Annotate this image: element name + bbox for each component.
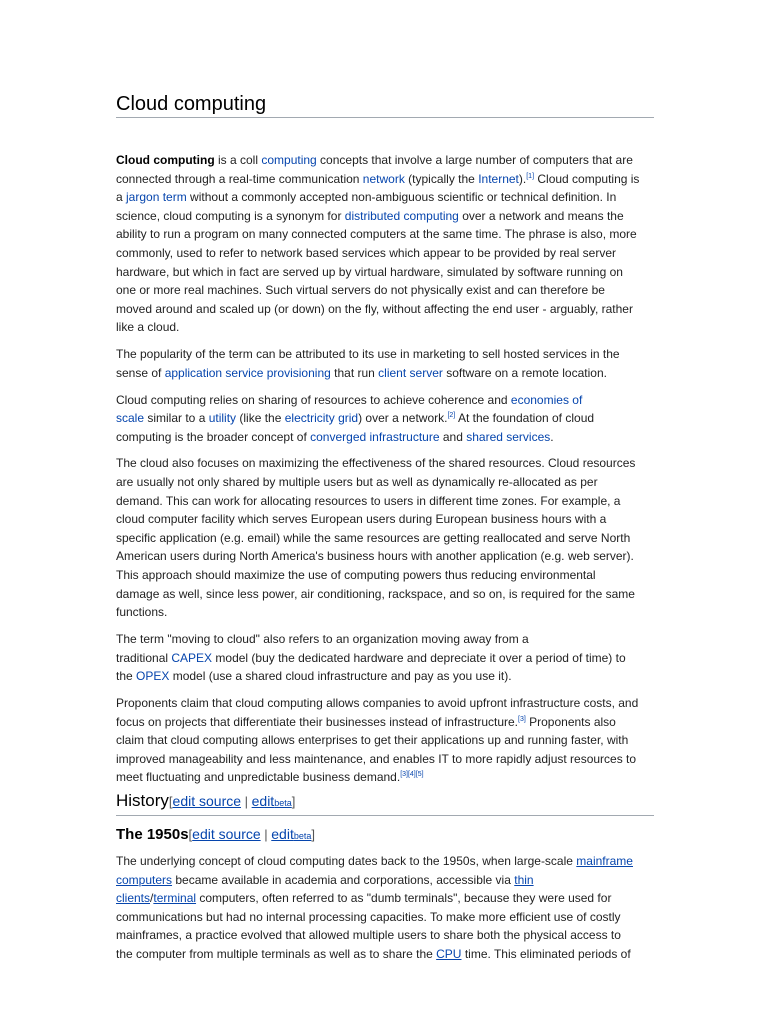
link-economies-of-scale[interactable]: scale xyxy=(116,411,145,426)
text: Cloud computing relies on sharing of resources to achieve coherence and xyxy=(116,392,511,407)
text-line xyxy=(116,188,654,207)
link-thin-clients[interactable]: thin xyxy=(514,872,534,887)
text: ). xyxy=(518,171,527,186)
paragraph-proponents xyxy=(116,694,654,787)
paragraph-moving-to-cloud xyxy=(116,630,654,686)
edit-links xyxy=(189,827,315,842)
text-line: hardware, but which in fact are served up by virtual hardware, simulated by software running on xyxy=(116,264,623,279)
text: the computer from multiple terminals as well as to share the xyxy=(116,946,437,961)
text-line: demand. This can work for allocating resources to users in different time zones. For example, a xyxy=(116,493,621,508)
text: software on a remote location. xyxy=(442,365,607,380)
text: . xyxy=(550,429,554,444)
link-converged-infrastructure[interactable]: converged infrastructure xyxy=(310,429,440,444)
text-line xyxy=(116,852,654,871)
text-line xyxy=(116,871,654,890)
text: ) over a network. xyxy=(358,411,448,426)
citation-3-4-5[interactable]: [3][4][5] xyxy=(400,771,424,779)
text-line: claim that cloud computing allows enterprises to get their applications up and running faster, with xyxy=(116,733,629,748)
text-line: American users during North America's business hours with another application (e.g. web server). xyxy=(116,549,634,564)
text: time. This eliminated periods of xyxy=(461,946,631,961)
text-line: moved around and scaled up (or down) on the fly, without affecting the end user - arguably, rather xyxy=(116,301,633,316)
text-line xyxy=(116,889,654,908)
bracket: ] xyxy=(291,794,296,809)
paragraph-sharing xyxy=(116,391,654,447)
bracket: [ xyxy=(188,827,193,842)
text-line: are usually not only shared by multiple users but as well as dynamically re-allocated as per xyxy=(116,475,598,490)
text-line: like a cloud. xyxy=(116,320,180,335)
text-line xyxy=(116,713,654,732)
bold-term: Cloud computing xyxy=(116,153,215,167)
page-title: Cloud computing xyxy=(116,93,267,115)
text: that run xyxy=(330,365,379,380)
text-line xyxy=(116,409,654,428)
bracket: [ xyxy=(168,794,173,809)
separator: | xyxy=(260,827,272,842)
separator: | xyxy=(241,794,252,809)
text: computing is the broader concept of xyxy=(116,429,311,444)
text-line xyxy=(116,207,654,226)
text: connected through a real-time communication xyxy=(116,171,363,186)
text: and xyxy=(439,429,467,444)
paragraph-1950s xyxy=(116,852,654,964)
text-line xyxy=(116,945,654,964)
text-line: Proponents claim that cloud computing allows companies to avoid upfront infrastructure costs, and xyxy=(116,695,639,710)
text: Cloud computing is xyxy=(534,171,640,186)
text-line xyxy=(116,428,654,447)
text: model (buy the dedicated hardware and depreciate it over a period of time) to xyxy=(212,650,626,665)
edit-link[interactable]: edit xyxy=(271,826,294,842)
link-opex[interactable]: OPEX xyxy=(136,669,170,684)
link-terminal[interactable]: terminal xyxy=(153,891,197,906)
text-line xyxy=(116,170,654,189)
beta-label: beta xyxy=(293,831,312,841)
paragraph-effectiveness xyxy=(116,454,654,621)
link-client-server[interactable]: client server xyxy=(378,365,443,380)
citation-3[interactable]: [3] xyxy=(518,715,526,723)
text: focus on projects that differentiate their businesses instead of infrastructure. xyxy=(116,714,518,729)
text: concepts that involve a large number of computers that are xyxy=(316,153,633,167)
title-divider xyxy=(116,117,654,118)
link-utility[interactable]: utility xyxy=(208,411,237,426)
text-line: mainframes, a practice evolved that allowed multiple users to share both the physical access to xyxy=(116,928,621,943)
edit-source-link[interactable]: edit source xyxy=(172,793,242,809)
text: a xyxy=(116,190,127,205)
heading-text: The 1950s xyxy=(116,826,189,843)
text-line: The popularity of the term can be attributed to its use in marketing to sell hosted services in the xyxy=(116,347,620,362)
text-line: specific application (e.g. email) while the same resources are getting reallocated and serve North xyxy=(116,530,631,545)
text: At the foundation of cloud xyxy=(455,411,595,426)
text: (like the xyxy=(236,411,285,426)
link-mainframe-computers[interactable]: mainframe xyxy=(576,854,633,868)
citation-1[interactable]: [1] xyxy=(526,172,535,180)
link-thin-clients[interactable]: clients xyxy=(116,891,151,906)
text-line xyxy=(116,391,654,410)
link-economies-of-scale[interactable]: economies of xyxy=(510,392,583,407)
section-divider xyxy=(116,815,654,816)
link-electricity-grid[interactable]: electricity grid xyxy=(284,411,359,426)
text: Proponents also xyxy=(525,714,616,729)
paragraph-popularity xyxy=(116,345,654,382)
section-1950s-body xyxy=(116,852,654,972)
link-mainframe-computers[interactable]: computers xyxy=(116,872,173,887)
text-line: functions. xyxy=(116,605,168,620)
article-body xyxy=(116,151,654,795)
text-line: communications but had no internal processing capacities. To make more efficient use of costly xyxy=(116,909,621,924)
text: computers, often referred to as "dumb terminals", because they were used for xyxy=(196,891,612,906)
section-heading-history xyxy=(116,790,295,814)
text: / xyxy=(150,891,154,906)
link-shared-services[interactable]: shared services xyxy=(466,429,551,444)
section-heading-1950s xyxy=(116,824,315,846)
text: the xyxy=(116,669,137,684)
text-line xyxy=(116,768,654,787)
text-line xyxy=(116,667,654,686)
text: is a coll xyxy=(214,153,262,167)
text: science, cloud computing is a synonym for xyxy=(116,208,345,223)
text-line: The term "moving to cloud" also refers to an organization moving away from a xyxy=(116,632,529,646)
link-application-service-provisioning[interactable]: application service provisioning xyxy=(164,365,331,380)
link-internet[interactable]: Internet xyxy=(478,171,519,186)
heading-text: History xyxy=(116,791,169,810)
text-line: damage as well, since less power, air conditioning, rackspace, and so on, is required for the same xyxy=(116,586,635,601)
edit-source-link[interactable]: edit source xyxy=(192,826,261,842)
text-line xyxy=(116,364,654,383)
text-line: improved manageability and less maintenance, and enables IT to more rapidly adjust resources to xyxy=(116,751,637,766)
text: meet fluctuating and unpredictable business demand. xyxy=(116,770,401,785)
text: over a network and means the xyxy=(458,208,624,223)
text: (typically the xyxy=(404,171,479,186)
text: model (use a shared cloud infrastructure and pay as you use it). xyxy=(169,669,512,684)
link-jargon-term[interactable]: jargon term xyxy=(126,190,187,205)
edit-links xyxy=(169,794,295,809)
text: became available in academia and corporations, accessible via xyxy=(172,872,515,887)
edit-link[interactable]: edit xyxy=(251,793,275,809)
text: traditional xyxy=(116,650,172,665)
text-line: one or more real machines. Such virtual servers do not physically exist and can therefore be xyxy=(116,283,605,298)
link-cpu[interactable]: CPU xyxy=(436,946,462,961)
link-computing[interactable]: computing xyxy=(261,153,317,167)
text-line: ability to run a program on many connected computers at the same time. The phrase is also, more xyxy=(116,227,637,242)
text: similar to a xyxy=(144,411,209,426)
text-line: The cloud also focuses on maximizing the effectiveness of the shared resources. Cloud resources xyxy=(116,456,636,471)
bracket: ] xyxy=(311,827,315,842)
text-line xyxy=(116,151,654,170)
text-line: commonly, used to refer to network based services which appear to be provided by real server xyxy=(116,245,617,260)
beta-label: beta xyxy=(274,798,292,808)
text: without a commonly accepted non-ambiguous scientific or technical definition. In xyxy=(186,190,617,205)
text: sense of xyxy=(116,365,165,380)
text: The underlying concept of cloud computing dates back to the 1950s, when large-scale xyxy=(116,854,577,868)
citation-2[interactable]: [2] xyxy=(447,412,456,420)
text-line xyxy=(116,649,654,668)
link-capex[interactable]: CAPEX xyxy=(171,650,213,665)
text-line: This approach should maximize the use of computing powers thus reducing environmental xyxy=(116,568,596,583)
text-line: cloud computer facility which serves European users during European business hours with a xyxy=(116,512,607,527)
link-network[interactable]: network xyxy=(362,171,405,186)
link-distributed-computing[interactable]: distributed computing xyxy=(344,208,459,223)
paragraph-intro xyxy=(116,151,654,337)
